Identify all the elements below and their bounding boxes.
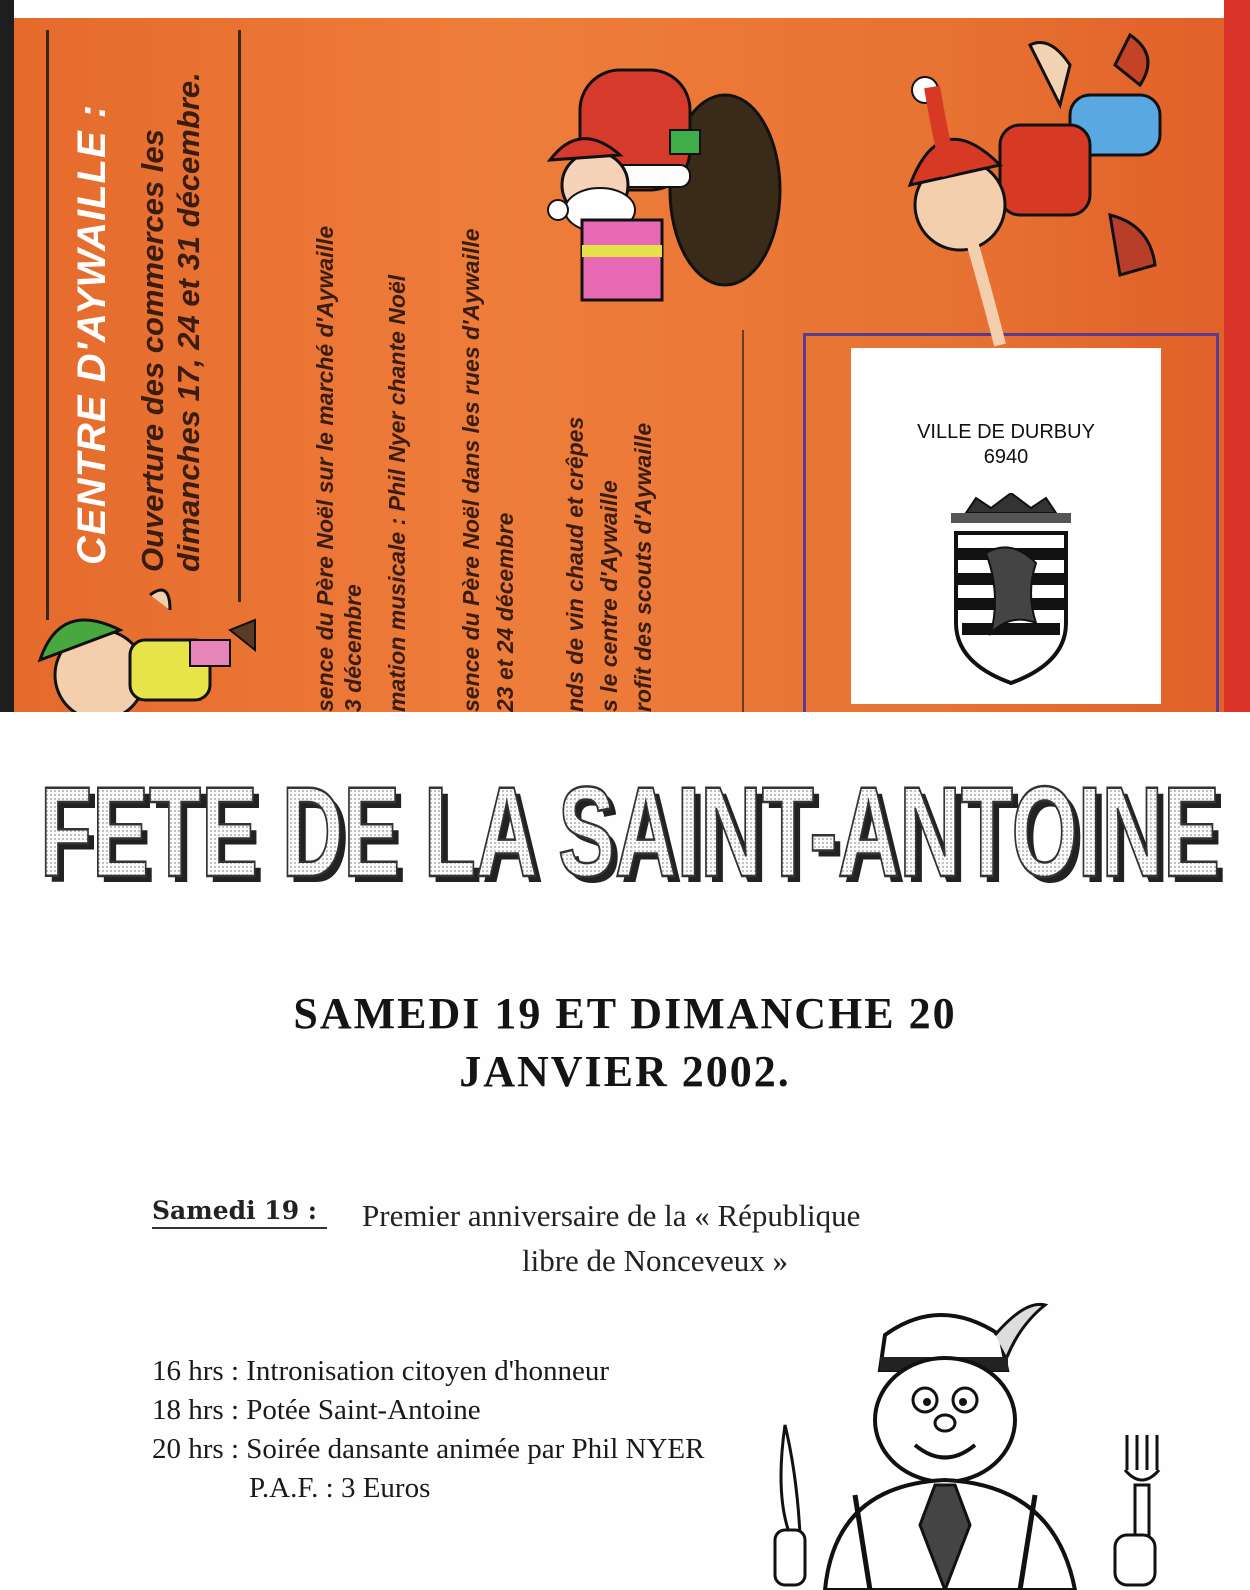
flyer-event-3-line1: sence du Père Noël dans les rues d'Aywaille bbox=[458, 228, 484, 712]
dates-line-2: JANVIER 2002. bbox=[459, 1047, 791, 1096]
program-list bbox=[152, 1352, 705, 1508]
saturday-desc-line1: Premier anniversaire de la « République bbox=[362, 1198, 861, 1233]
flyer-rule-bottom bbox=[742, 330, 744, 712]
flyer-title: CENTRE D'AYWAILLE : bbox=[70, 103, 114, 565]
flyer-event-4-line3: rofit des scouts d'Aywaille bbox=[630, 422, 656, 712]
elf-small-icon bbox=[30, 580, 260, 712]
document-title-graphic bbox=[30, 770, 1235, 910]
program-item: 16 hrs : Intronisation citoyen d'honneur bbox=[152, 1355, 610, 1387]
santa-claus-icon bbox=[540, 50, 800, 310]
elf-icon bbox=[880, 25, 1180, 355]
chef-with-fork-and-knife-icon bbox=[745, 1295, 1165, 1590]
entry-price: P.A.F. : 3 Euros bbox=[249, 1472, 431, 1504]
event-dates bbox=[0, 985, 1250, 1101]
saturday-description bbox=[362, 1193, 982, 1283]
flyer-rule-right bbox=[238, 30, 241, 602]
flyer-event-1-line2: 3 décembre bbox=[340, 584, 366, 712]
flyer-subtitle-2: dimanches 17, 24 et 31 décembre. bbox=[171, 72, 206, 572]
flyer-event-4-line1: nds de vin chaud et crêpes bbox=[562, 416, 588, 712]
document-title-shadow: FETE DE LA SAINT-ANTOINE bbox=[46, 770, 1226, 910]
document-title: FETE DE LA SAINT-ANTOINE bbox=[40, 770, 1220, 904]
flyer-edge-red bbox=[1224, 0, 1250, 712]
flyer-event-2: mation musicale : Phil Nyer chante Noël bbox=[384, 274, 410, 712]
saturday-desc-line2: libre de Nonceveux » bbox=[522, 1243, 788, 1278]
program-item: 18 hrs : Potée Saint-Antoine bbox=[152, 1394, 481, 1426]
town-postcode: 6940 bbox=[983, 446, 1029, 468]
label-town bbox=[851, 420, 1161, 470]
flyer-event-4-line2: s le centre d'Aywaille bbox=[596, 480, 622, 712]
flyer-event-1-line1: sence du Père Noël sur le marché d'Aywaille bbox=[312, 225, 338, 712]
flyer-rule-left bbox=[46, 30, 49, 620]
flyer-subtitle-1: Ouverture des commerces les bbox=[135, 129, 170, 572]
town-name: VILLE DE DURBUY bbox=[917, 421, 1095, 443]
scan-edge-left bbox=[0, 0, 14, 712]
address-label bbox=[851, 348, 1161, 704]
program-item: 20 hrs : Soirée dansante animée par Phil NYER bbox=[152, 1433, 705, 1465]
saturday-label: Samedi 19 : bbox=[152, 1196, 327, 1229]
flyer-event-3-line2: 23 et 24 décembre bbox=[492, 512, 518, 712]
coat-of-arms-icon bbox=[946, 493, 1076, 688]
scan-edge-top bbox=[0, 0, 1250, 18]
dates-line-1: SAMEDI 19 ET DIMANCHE 20 bbox=[293, 989, 957, 1038]
